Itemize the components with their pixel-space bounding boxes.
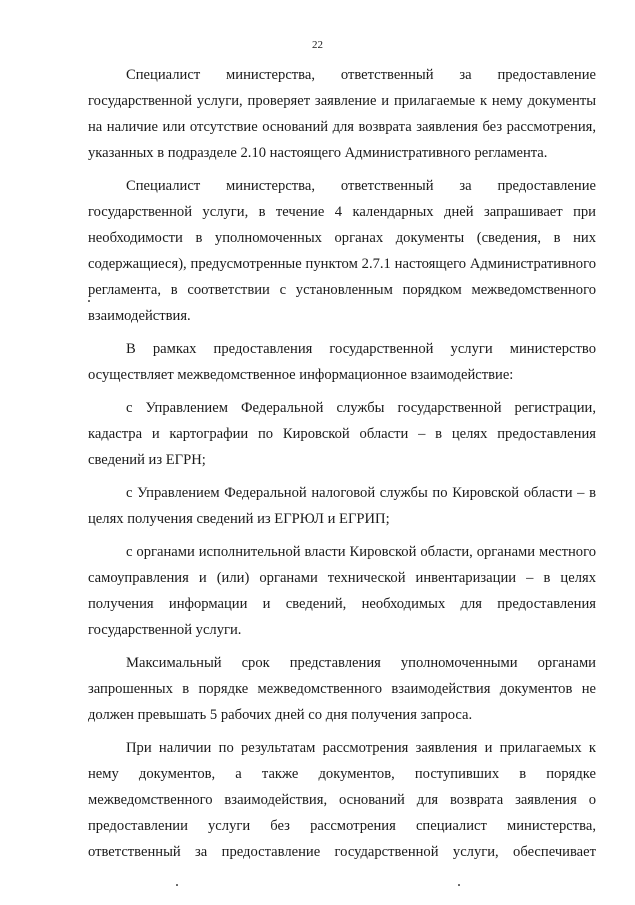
scan-speck bbox=[176, 884, 178, 886]
scan-speck bbox=[458, 884, 460, 886]
paragraph-4: с Управлением Федеральной службы государственной регистрации, кадастра и картографии по Кировской области – в целях предоставления сведений из ЕГРН; bbox=[88, 400, 596, 468]
scan-speck bbox=[88, 300, 90, 302]
paragraph-6: с органами исполнительной власти Кировской области, органами местного самоуправления и (или) органами технической инвентаризации – в целях получения информации и сведений, необходимых для предоставления государственной услуги. bbox=[88, 544, 596, 638]
paragraph-1: Специалист министерства, ответственный за предоставление государственной услуги, проверяет заявление и прилагаемые к нему документы на наличие или отсутствие оснований для возврата заявления без рассмотрения, указанных в подразделе 2.10 настоящего Административного регламента. bbox=[88, 67, 596, 161]
document-body bbox=[88, 62, 596, 865]
paragraph-8: При наличии по результатам рассмотрения заявления и прилагаемых к нему документов, а также документов, поступивших в порядке межведомственного взаимодействия, оснований для возврата заявления о предоставлении услуги без рассмотрения специалист министерства, ответственный за предоставление государственной услуги, обеспечивает bbox=[88, 740, 596, 860]
page-number: 22 bbox=[312, 39, 323, 51]
paragraph-3: В рамках предоставления государственной услуги министерство осуществляет межведомственное информационное взаимодействие: bbox=[88, 341, 596, 383]
paragraph-2: Специалист министерства, ответственный за предоставление государственной услуги, в течение 4 календарных дней запрашивает при необходимости в уполномоченных органах документы (сведения, в них содержащиеся), предусмотренные пунктом 2.7.1 настоящего Административного регламента, в соответствии с установленным порядком межведомственного взаимодействия. bbox=[88, 178, 596, 324]
paragraph-7: Максимальный срок представления уполномоченными органами запрошенных в порядке межведомственного взаимодействия документов не должен превышать 5 рабочих дней со дня получения запроса. bbox=[88, 655, 596, 723]
paragraph-5: с Управлением Федеральной налоговой службы по Кировской области – в целях получения сведений из ЕГРЮЛ и ЕГРИП; bbox=[88, 485, 596, 527]
